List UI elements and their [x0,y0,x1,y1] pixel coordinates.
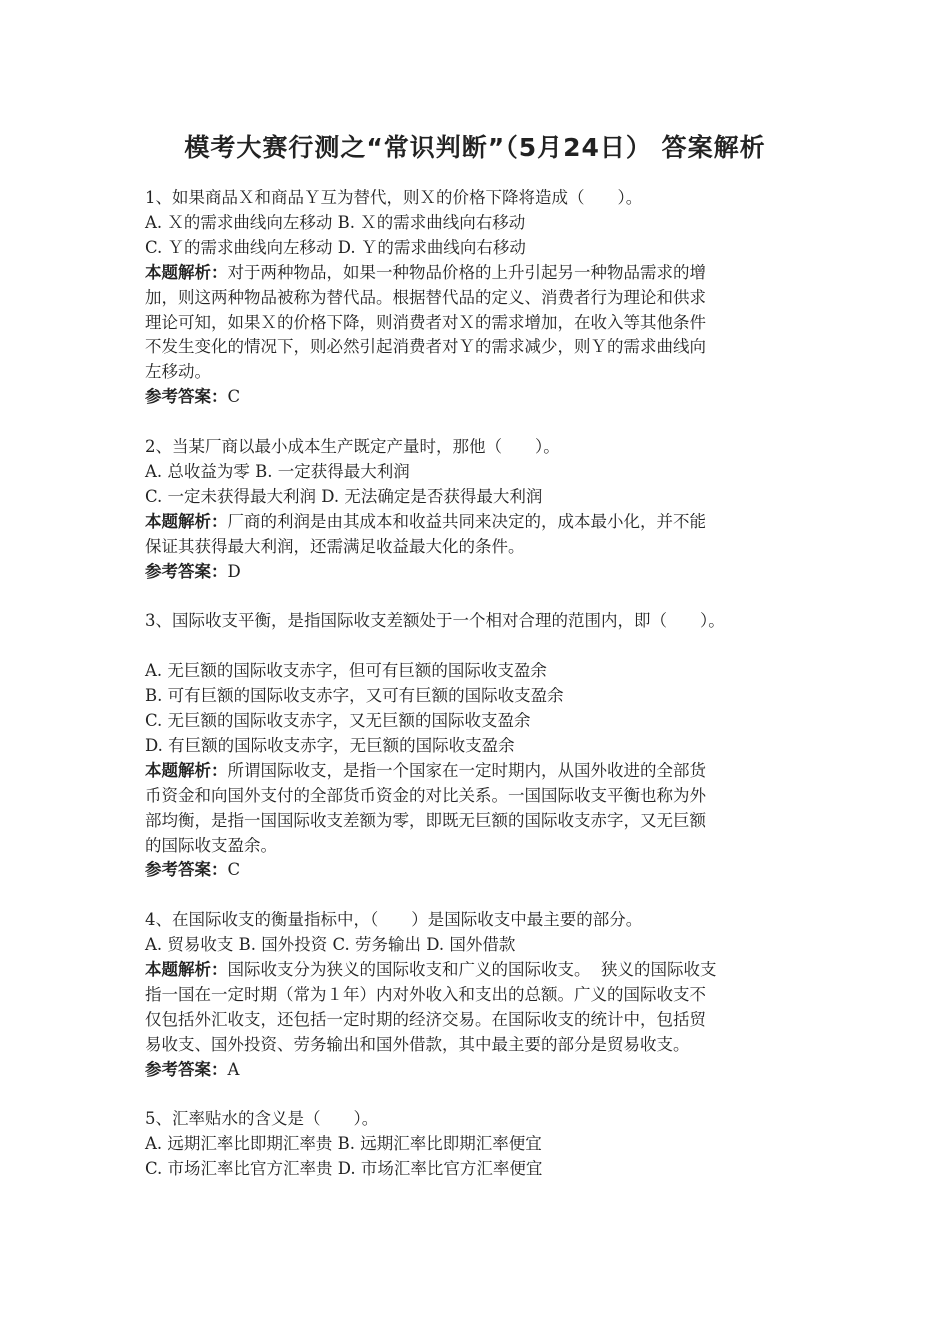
question-stem: 1、如果商品Ｘ和商品Ｙ互为替代，则Ｘ的价格下降将造成（ ）。 [145,188,643,207]
analysis-line: 不发生变化的情况下，则必然引起消费者对Ｙ的需求减少，则Ｙ的需求曲线向 [145,337,706,357]
analysis-line: 保证其获得最大利润，还需满足收益最大化的条件。 [145,536,525,556]
answer-line [145,560,825,585]
answer-value: C [227,860,241,880]
page-title: 模考大赛行测之“常识判断”（5月24日） 答案解析 [184,133,766,162]
question-stem: 4、在国际收支的衡量指标中，（ ）是国际收支中最主要的部分。 [145,910,643,930]
option-line: A. 远期汇率比即期汇率贵 B. 远期汇率比即期汇率便宜 [145,1134,542,1154]
analysis-line: 本题解析：厂商的利润是由其成本和收益共同来决定的，成本最小化，并不能 [145,511,706,531]
option-line: C. Ｙ的需求曲线向左移动 D. Ｙ的需求曲线向右移动 [145,237,526,257]
analysis-line: 左移动。 [145,362,211,382]
analysis-line: 本题解析：对于两种物品，如果一种物品价格的上升引起另一种物品需求的增 [145,262,706,282]
option-line: C. 市场汇率比官方汇率贵 D. 市场汇率比官方汇率便宜 [145,1159,543,1179]
analysis-line: 仅包括外汇收支，还包括一定时期的经济交易。在国际收支的统计中，包括贸 [145,1009,706,1029]
analysis-label: 本题解析： [145,760,228,780]
question-list [145,186,825,1182]
option-line: D. 有巨额的国际收支赤字，无巨额的国际收支盈余 [145,735,515,755]
analysis-label: 本题解析： [145,262,228,282]
answer-label: 参考答案： [145,860,228,880]
analysis-label: 本题解析： [145,960,228,980]
option-line: C. 一定未获得最大利润 D. 无法确定是否获得最大利润 [145,486,543,506]
option-line: B. 可有巨额的国际收支赤字，又可有巨额的国际收支盈余 [145,686,564,706]
option-line: A. 贸易收支 B. 国外投资 C. 劳务输出 D. 国外借款 [145,935,516,955]
question-1 [145,186,825,410]
question-4 [145,908,825,1082]
option-line: C. 无巨额的国际收支赤字，又无巨额的国际收支盈余 [145,710,531,730]
analysis-line: 本题解析：国际收支分为狭义的国际收支和广义的国际收支。 狭义的国际收支 [145,960,717,980]
answer-label: 参考答案： [145,561,228,581]
option-line: A. 无巨额的国际收支赤字，但可有巨额的国际收支盈余 [145,661,547,681]
analysis-label: 本题解析： [145,511,228,531]
answer-value: A [227,1059,240,1079]
question-2 [145,435,825,584]
answer-label: 参考答案： [145,1059,228,1079]
answer-value: D [227,561,241,581]
analysis-line: 理论可知，如果Ｘ的价格下降，则消费者对Ｘ的需求增加，在收入等其他条件 [145,312,706,332]
analysis-line: 指一国在一定时期（常为１年）内对外收入和支出的总额。广义的国际收支不 [145,984,706,1004]
question-stem: 3、国际收支平衡，是指国际收支差额处于一个相对合理的范围内，即（ ）。 [145,611,725,631]
question-stem: 2、当某厂商以最小成本生产既定产量时，那他（ ）。 [145,437,560,457]
answer-label: 参考答案： [145,387,228,407]
analysis-line: 加，则这两种物品被称为替代品。根据替代品的定义、消费者行为理论和供求 [145,287,706,307]
analysis-line: 的国际收支盈余。 [145,835,277,855]
answer-line [145,1058,825,1083]
analysis-line: 本题解析：所谓国际收支，是指一个国家在一定时期内，从国外收进的全部货 [145,760,706,780]
option-line: A. Ｘ的需求曲线向左移动 B. Ｘ的需求曲线向右移动 [145,212,526,232]
option-line: A. 总收益为零 B. 一定获得最大利润 [145,461,410,481]
answer-line [145,385,825,410]
analysis-line: 部均衡，是指一国国际收支差额为零，即既无巨额的国际收支赤字，又无巨额 [145,810,706,830]
question-stem: 5、汇率贴水的含义是（ ）。 [145,1109,379,1129]
answer-value: C [227,387,241,407]
question-3 [145,609,825,883]
answer-line [145,858,825,883]
analysis-line: 币资金和向国外支付的全部货币资金的对比关系。一国国际收支平衡也称为外 [145,785,706,805]
analysis-line: 易收支、国外投资、劳务输出和国外借款，其中最主要的部分是贸易收支。 [145,1034,690,1054]
question-5 [145,1107,825,1182]
